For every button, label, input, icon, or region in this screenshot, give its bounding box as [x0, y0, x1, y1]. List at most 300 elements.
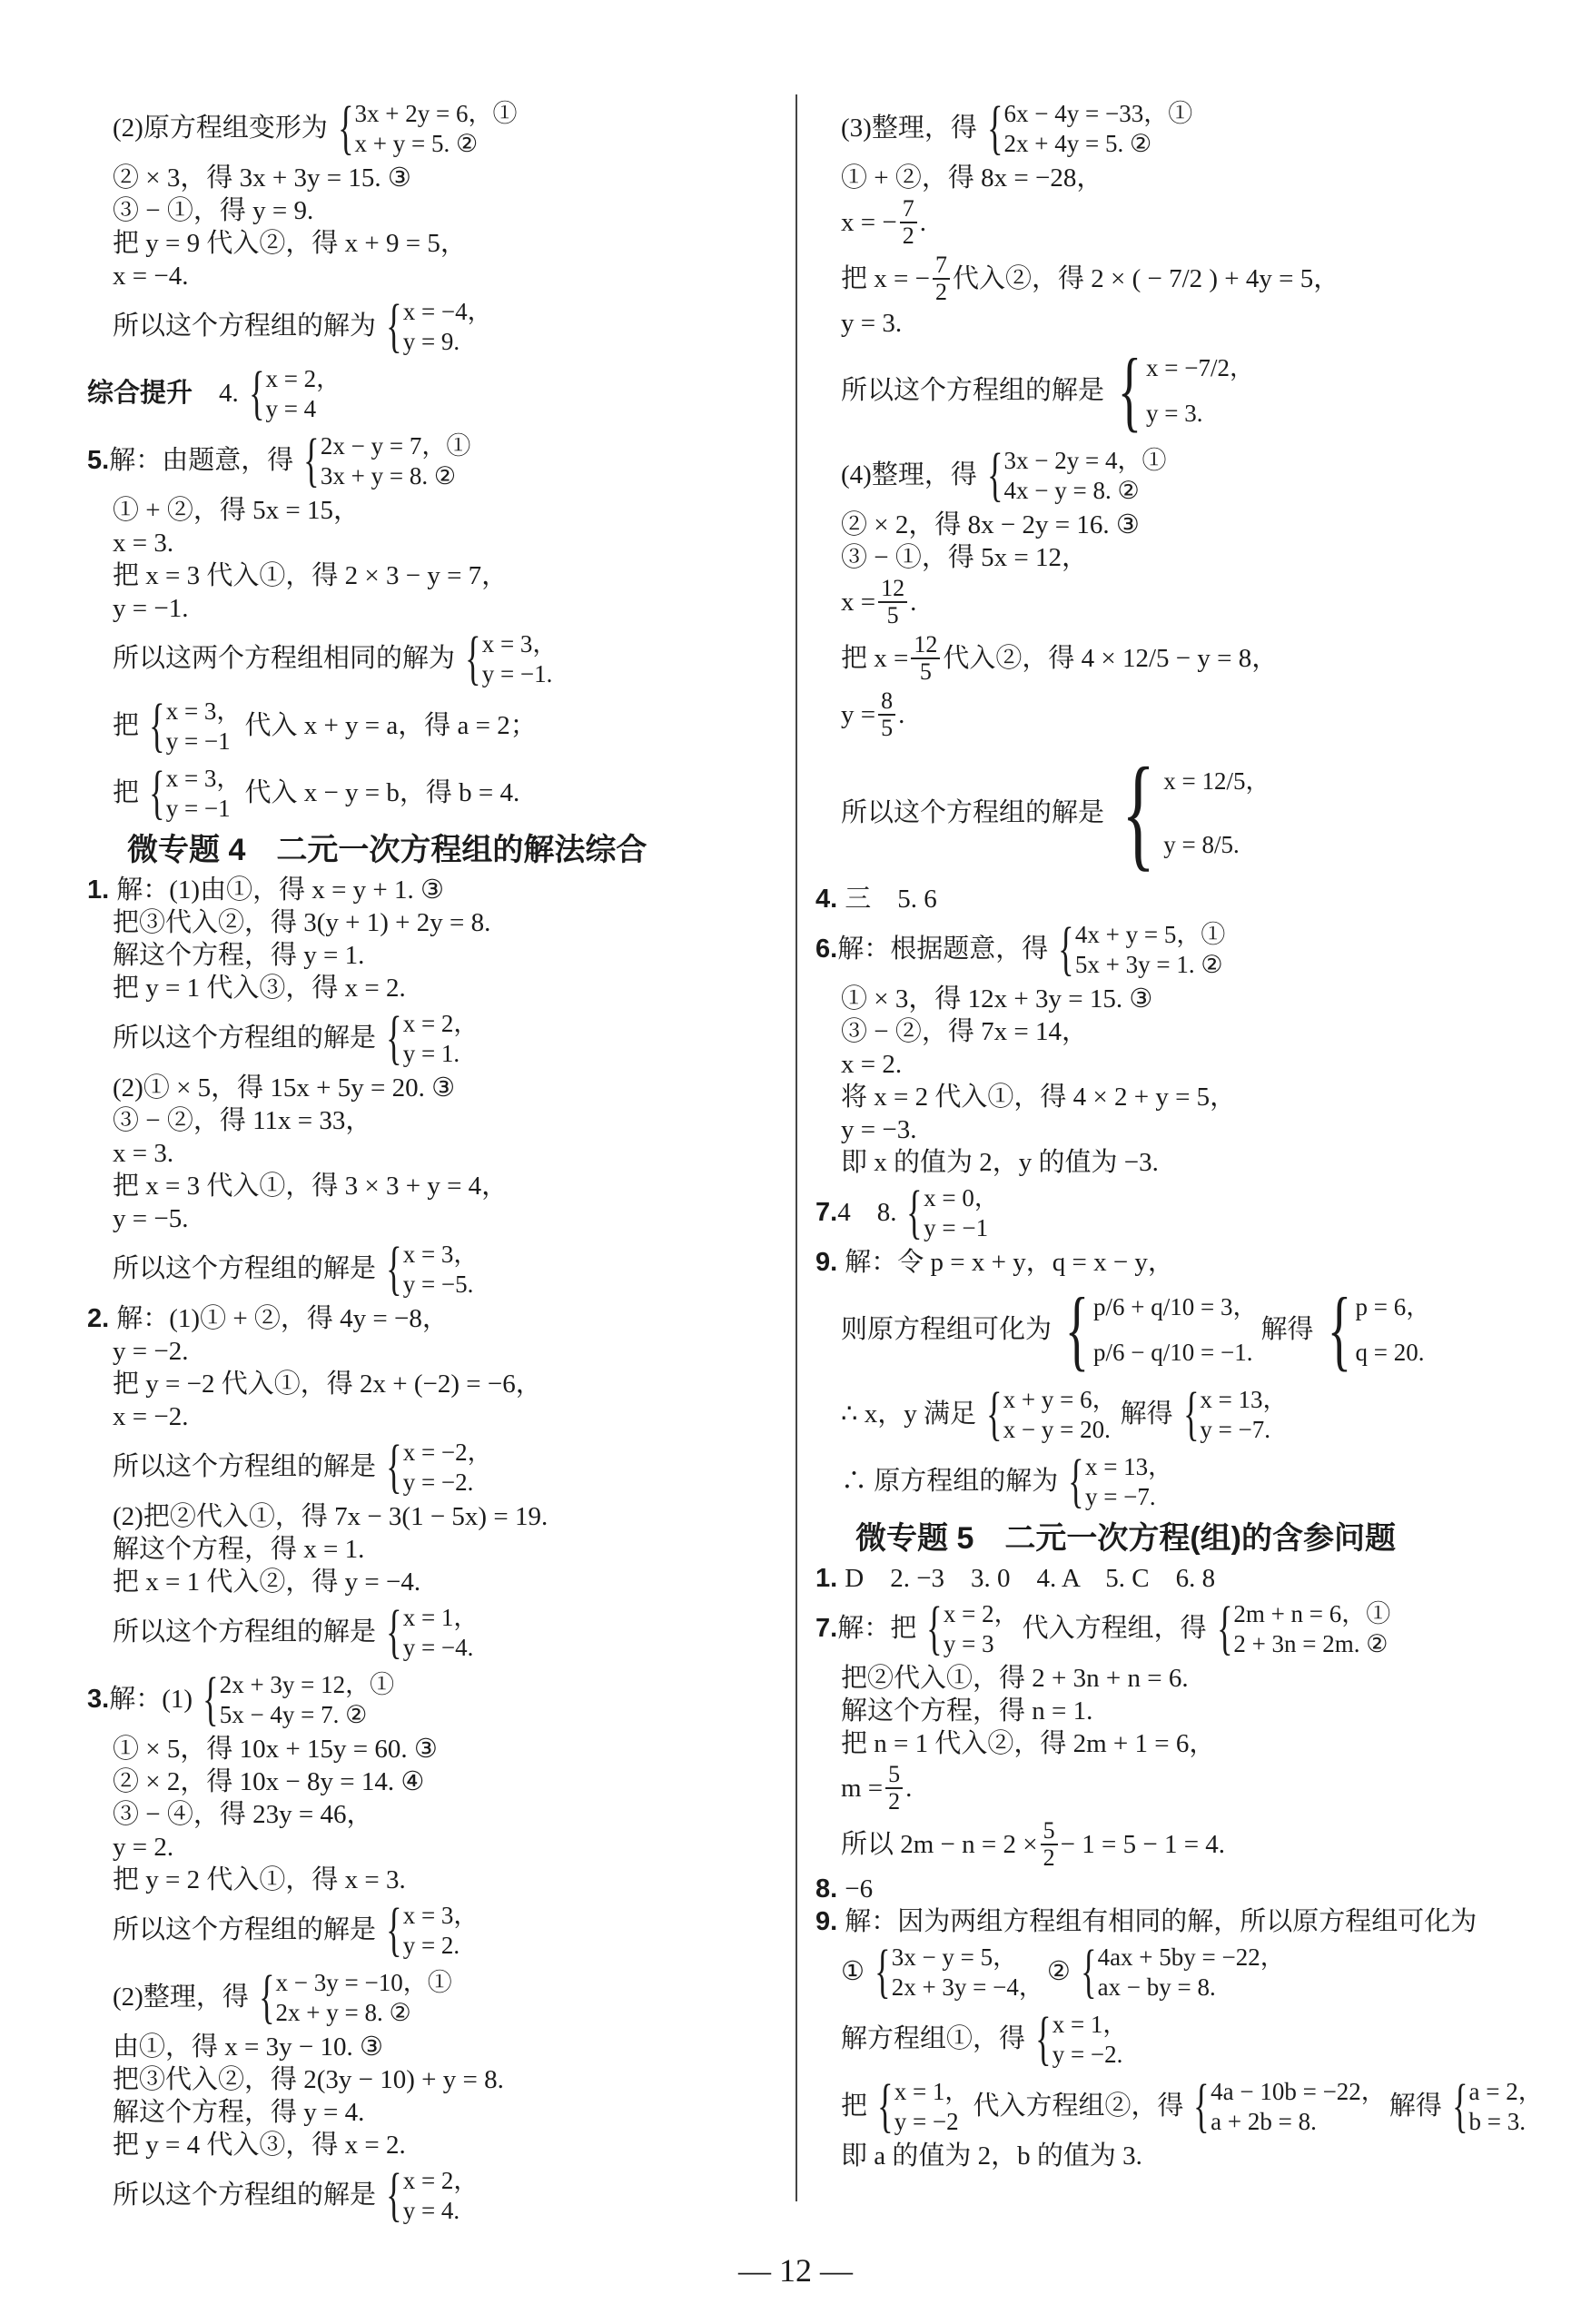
- solution-line: [87, 292, 777, 360]
- solution-line: [815, 743, 1506, 883]
- denominator: 5: [886, 602, 899, 628]
- equation-rows: [166, 763, 242, 823]
- column-divider: [796, 94, 797, 2201]
- solution-line: [87, 1666, 777, 1733]
- solution-line: [815, 509, 1506, 541]
- equation-system: [297, 427, 471, 493]
- solution-line: [87, 1500, 777, 1533]
- problem-number: 8.: [815, 1874, 845, 1904]
- equation-row: a = 2，: [1468, 2077, 1543, 2105]
- solution-line: [87, 692, 777, 759]
- solution-line: [815, 1246, 1506, 1279]
- line-text: 解这个方程，得 n = 1.: [841, 1696, 1093, 1726]
- solution-line: [87, 1137, 777, 1170]
- line-text: − 1 = 5 − 1 = 4.: [1060, 1830, 1226, 1859]
- equation-row: x = 2，: [402, 2166, 479, 2194]
- equation-row: 4x + y = 5，①: [1074, 920, 1226, 948]
- line-text: 解：把: [837, 1614, 917, 1643]
- equation-row: x + y = 5. ②: [354, 129, 479, 157]
- solution-line: [87, 1598, 777, 1666]
- solution-line: [87, 1072, 777, 1104]
- fraction: [911, 632, 940, 685]
- line-text: ① × 3，得 12x + 3y = 15. ③: [841, 984, 1153, 1014]
- brace-symbol: {: [986, 1380, 1003, 1447]
- equation-row: 5x + 3y = 1. ②: [1074, 950, 1223, 978]
- solution-line: [87, 1368, 777, 1400]
- brace-symbol: {: [1064, 1279, 1090, 1380]
- line-text: 所以这个方程组的解是: [841, 376, 1105, 405]
- denominator: 2: [888, 1788, 901, 1815]
- equation-rows: [321, 430, 470, 490]
- equation-system: [981, 441, 1167, 508]
- numerator: 12: [878, 576, 907, 603]
- equation-row: 4x − y = 8. ②: [1003, 476, 1140, 504]
- denominator: 5: [919, 658, 932, 685]
- line-text: x = −4.: [113, 262, 189, 291]
- equation-row: y = −1: [165, 727, 231, 755]
- equation-row: y = −4.: [402, 1633, 474, 1661]
- line-text: ② × 3，得 3x + 3y = 15. ③: [113, 163, 411, 193]
- brace-symbol: {: [986, 441, 1003, 508]
- equation-row: ax − by = 8.: [1097, 1973, 1216, 2001]
- equation-row: q = 20.: [1355, 1339, 1425, 1366]
- solution-line: [815, 1448, 1506, 1515]
- brace-symbol: {: [149, 692, 165, 758]
- numerator: 7: [933, 252, 950, 280]
- solution-line: [87, 427, 777, 494]
- equation-system: [380, 292, 492, 359]
- equation-row: 2x + 3y = −4，: [891, 1973, 1043, 2001]
- brace-symbol: {: [1068, 1448, 1084, 1514]
- brace-symbol: {: [1216, 1595, 1233, 1661]
- line-text: ② × 2，得 10x − 8y = 14. ④: [113, 1767, 425, 1796]
- equation-row: 2x − y = 7，①: [320, 431, 471, 460]
- brace-symbol: {: [1327, 1279, 1351, 1380]
- solution-line: [87, 2129, 777, 2161]
- equation-system: [380, 1235, 479, 1301]
- equation-rows: [1052, 2009, 1128, 2069]
- line-text: 代入方程组②，得: [973, 2092, 1184, 2121]
- solution-line: [87, 592, 777, 625]
- problem-number: 4.: [815, 885, 845, 914]
- line-text: (2)整理，得: [113, 1983, 249, 2012]
- equation-row: a + 2b = 8.: [1211, 2107, 1317, 2135]
- equation-row: y = 4: [265, 394, 317, 422]
- fraction: [878, 576, 907, 628]
- line-text: 把: [113, 778, 140, 807]
- equation-row: p/6 + q/10 = 3，: [1093, 1293, 1258, 1320]
- brace-symbol: {: [926, 1595, 943, 1661]
- fraction: [885, 1762, 903, 1815]
- equation-row: 3x − y = 5，: [891, 1943, 1018, 1971]
- equation-rows: [1075, 919, 1225, 979]
- equation-system: [1074, 1938, 1285, 2004]
- line-text: 所以这个方程组的解为: [113, 312, 377, 341]
- equation-system: [1108, 340, 1254, 440]
- equation-system: [242, 360, 341, 426]
- denominator: 2: [1043, 1844, 1055, 1871]
- solution-line: [815, 1595, 1506, 1662]
- line-text: 把②代入①，得 2 + 3n + n = 6.: [841, 1664, 1189, 1693]
- equation-system: [1211, 1595, 1391, 1661]
- solution-line: [87, 527, 777, 559]
- line-text: .: [898, 700, 905, 729]
- solution-line: [815, 1048, 1506, 1081]
- equation-system: [380, 1004, 479, 1071]
- section-heading: 微专题 5 二元一次方程(组)的含参问题: [855, 1521, 1396, 1556]
- line-text: x = 3.: [113, 1139, 174, 1168]
- line-text: y = 3.: [841, 309, 903, 338]
- solution-line: [815, 94, 1506, 162]
- solution-line: [87, 1831, 777, 1864]
- equation-row: y = 4.: [402, 2196, 460, 2224]
- equation-system: [196, 1666, 395, 1732]
- solution-line: [815, 2072, 1543, 2140]
- solution-line: [87, 1896, 777, 1963]
- solution-line: [87, 227, 777, 260]
- line-text: 解：(1)① + ②，得 4y = −8，: [116, 1304, 449, 1333]
- fraction: [878, 688, 895, 741]
- line-text: 所以这两个方程组相同的解为: [113, 644, 456, 673]
- solution-line: [87, 972, 777, 1004]
- line-text: y = −2.: [113, 1337, 189, 1366]
- numerator: 8: [878, 688, 895, 716]
- equation-rows: [403, 1437, 492, 1497]
- equation-rows: [892, 1942, 1043, 2002]
- solution-line: [87, 1864, 777, 1896]
- solution-line: [815, 1695, 1506, 1727]
- brace-symbol: {: [386, 1598, 402, 1665]
- equation-rows: [1093, 1284, 1257, 1375]
- equation-row: x = 1，: [894, 2077, 970, 2105]
- solution-line: [815, 1873, 1506, 1905]
- solution-line: [815, 162, 1506, 194]
- equation-rows: [403, 1900, 479, 1960]
- brace-symbol: {: [1193, 2072, 1211, 2139]
- solution-line: [87, 194, 777, 227]
- equation-rows: [1469, 2076, 1543, 2136]
- equation-row: 3x + 2y = 6，①: [354, 99, 518, 127]
- line-text: 把: [113, 711, 140, 740]
- solution-line: [87, 1202, 777, 1235]
- equation-system: [1108, 742, 1270, 883]
- line-text: ① + ②，得 8x = −28，: [841, 163, 1103, 193]
- solution-line: [87, 1566, 777, 1598]
- line-text: .: [910, 588, 917, 617]
- equation-row: 6x − 4y = −33，①: [1003, 99, 1193, 127]
- equation-rows: [1004, 445, 1167, 505]
- solution-line: [815, 541, 1506, 574]
- solution-line: [815, 1562, 1506, 1595]
- line-text: ① + ②，得 5x = 15，: [113, 496, 360, 525]
- brace-symbol: {: [875, 1938, 891, 2004]
- brace-symbol: {: [149, 759, 165, 826]
- equation-row: 4ax + 5by = −22，: [1097, 1943, 1285, 1971]
- line-text: 把 x = 3 代入①，得 2 × 3 − y = 7，: [113, 561, 509, 590]
- equation-row: x = 12/5，: [1163, 767, 1270, 795]
- line-text: .: [905, 1774, 913, 1803]
- solution-line: [815, 1727, 1506, 1760]
- equation-row: y = 3: [943, 1629, 994, 1657]
- solution-line: [87, 260, 777, 292]
- equation-system: [981, 94, 1193, 161]
- solution-line: [87, 94, 777, 162]
- section-heading: 微专题 4 二元一次方程组的解法综合: [127, 833, 647, 867]
- solution-line: [87, 625, 777, 692]
- line-text: 即 x 的值为 2，y 的值为 −3.: [841, 1148, 1159, 1177]
- equation-system: [1446, 2072, 1543, 2139]
- solution-line: [87, 1170, 777, 1202]
- left-column: [87, 94, 777, 2229]
- solution-line: [815, 883, 1506, 915]
- line-text: 把 y = 4 代入③，得 x = 2.: [113, 2131, 406, 2160]
- equation-system: [1177, 1380, 1288, 1447]
- line-text: (4)整理，得: [841, 460, 977, 490]
- brace-symbol: {: [986, 94, 1003, 161]
- solution-line: [87, 1335, 777, 1368]
- line-text: 代入 x + y = a，得 a = 2；: [244, 711, 537, 740]
- equation-rows: [894, 2076, 970, 2136]
- equation-row: x = 2，: [943, 1599, 1019, 1627]
- solution-line: [87, 162, 777, 194]
- solution-line: [87, 559, 777, 592]
- equation-system: [1062, 1448, 1173, 1514]
- line-text: 解：由题意，得: [109, 446, 294, 475]
- line-text: 解方程组①，得: [841, 2024, 1026, 2053]
- equation-row: 3x − 2y = 4，①: [1003, 446, 1167, 474]
- solution-line: [87, 1963, 777, 2031]
- brace-symbol: {: [386, 1433, 402, 1499]
- equation-system: [380, 2161, 479, 2228]
- line-text: (2)把②代入①，得 7x − 3(1 − 5x) = 19.: [113, 1502, 548, 1531]
- line-text: x = −: [841, 208, 897, 237]
- brace-symbol: {: [248, 360, 265, 426]
- solution-line: [815, 1113, 1506, 1146]
- denominator: 2: [902, 223, 914, 249]
- solution-line: [87, 1235, 777, 1302]
- problem-number: 1.: [815, 1564, 845, 1593]
- line-text: 把 x =: [841, 644, 909, 673]
- equation-row: y = 3.: [1146, 400, 1203, 427]
- line-text: 解这个方程，得 y = 1.: [113, 941, 365, 970]
- line-text: 解：令 p = x + y，q = x − y，: [845, 1248, 1174, 1277]
- equation-row: x = −4，: [402, 297, 492, 325]
- solution-line: [87, 1433, 777, 1500]
- equation-system: [1318, 1279, 1431, 1380]
- problem-number: 3.: [87, 1685, 110, 1714]
- equation-row: x = 13，: [1084, 1452, 1173, 1480]
- numerator: 12: [911, 632, 940, 659]
- equation-row: y = 8/5.: [1163, 831, 1240, 858]
- equation-row: x + y = 6，: [1003, 1385, 1117, 1413]
- equation-row: 2 + 3n = 2m. ②: [1233, 1629, 1388, 1657]
- line-text: −6: [845, 1874, 874, 1904]
- line-text: 所以这个方程组的解是: [113, 1254, 377, 1283]
- solution-line: [87, 1302, 777, 1335]
- fraction: [933, 252, 950, 305]
- line-text: 解得: [1388, 2092, 1442, 2121]
- solution-line: [815, 441, 1506, 509]
- line-text: y =: [841, 700, 876, 729]
- equation-row: x = 0，: [924, 1183, 999, 1211]
- line-text: y = 2.: [113, 1833, 174, 1862]
- equation-system: [252, 1963, 452, 2030]
- line-text: ① × 5，得 10x + 15y = 60. ③: [113, 1735, 438, 1764]
- equation-rows: [482, 628, 558, 688]
- equation-rows: [1233, 1598, 1390, 1658]
- equation-row: 5x − 4y = 7. ②: [219, 1700, 368, 1728]
- equation-row: x = 2，: [265, 364, 341, 392]
- line-text: 把: [841, 2092, 868, 2121]
- line-text: D 2. −3 3. 0 4. A 5. C 6. 8: [845, 1564, 1216, 1593]
- solution-line: [815, 1938, 1506, 2005]
- solution-line: [87, 360, 777, 427]
- equation-rows: [403, 1239, 479, 1299]
- line-text: 解这个方程，得 x = 1.: [113, 1535, 365, 1564]
- solution-line: [815, 251, 1506, 307]
- line-text: 把 x = −: [841, 264, 930, 293]
- right-column: [815, 94, 1543, 2172]
- line-text: ③ − ④，得 23y = 46，: [113, 1800, 373, 1829]
- equation-rows: [166, 696, 242, 756]
- equation-system: [459, 625, 558, 691]
- equation-system: [900, 1179, 999, 1245]
- solution-line: [87, 1765, 777, 1798]
- line-text: x = 2.: [841, 1050, 903, 1079]
- equation-row: x = 3，: [402, 1240, 479, 1268]
- equation-row: x = 3，: [402, 1901, 479, 1929]
- numerator: 7: [900, 196, 917, 223]
- line-text: ②: [1046, 1957, 1071, 1986]
- equation-row: y = 9.: [402, 327, 460, 355]
- line-text: 即 a 的值为 2，b 的值为 3.: [841, 2141, 1142, 2171]
- solution-line: [87, 939, 777, 972]
- solution-line: [815, 1015, 1506, 1048]
- equation-row: 4a − 10b = −22，: [1211, 2077, 1386, 2105]
- line-text: 把 y = 9 代入②，得 x + 9 = 5，: [113, 229, 467, 258]
- solution-line: [87, 1533, 777, 1566]
- brace-symbol: {: [303, 427, 320, 493]
- line-text: 把 x = 1 代入②，得 y = −4.: [113, 1567, 421, 1597]
- problem-number: 7.: [815, 1614, 838, 1643]
- equation-row: x = 3，: [165, 697, 242, 725]
- brace-symbol: {: [1451, 2072, 1468, 2139]
- solution-line: [815, 574, 1506, 630]
- equation-rows: [265, 363, 341, 423]
- line-text: ①: [841, 1957, 865, 1986]
- line-text: 代入 x − y = b，得 b = 4.: [244, 778, 520, 807]
- brace-symbol: {: [1182, 1380, 1200, 1447]
- equation-row: 2x + y = 8. ②: [275, 1998, 411, 2026]
- line-text: ③ − ②，得 7x = 14，: [841, 1017, 1088, 1046]
- line-text: 则原方程组可化为: [841, 1315, 1052, 1344]
- equation-row: x = 1，: [402, 1603, 479, 1631]
- line-text: 解：(1): [109, 1685, 193, 1714]
- line-text: 解得: [1260, 1315, 1314, 1344]
- equation-row: y = −2: [894, 2107, 959, 2135]
- solution-line: [815, 194, 1506, 251]
- equation-row: x = 3，: [165, 764, 242, 792]
- line-text: ② × 2，得 8x − 2y = 16. ③: [841, 510, 1140, 539]
- equation-rows: [355, 98, 518, 158]
- line-text: 解：根据题意，得: [837, 935, 1049, 964]
- equation-rows: [1085, 1451, 1172, 1511]
- line-text: ③ − ②，得 11x = 33，: [113, 1106, 372, 1135]
- equation-rows: [944, 1598, 1019, 1658]
- solution-line: [815, 1279, 1506, 1380]
- solution-line: [87, 874, 777, 906]
- equation-system: [1055, 1279, 1258, 1380]
- line-text: x =: [841, 588, 876, 617]
- line-text: 由①，得 x = 3y − 10. ③: [113, 2032, 383, 2062]
- solution-line: [815, 915, 1506, 983]
- solution-line: [815, 1146, 1506, 1179]
- line-text: (2)① × 5，得 15x + 5y = 20. ③: [113, 1073, 456, 1103]
- solution-line: [87, 1104, 777, 1137]
- solution-line: [815, 1380, 1506, 1448]
- solution-line: [815, 630, 1506, 687]
- solution-line: [815, 1662, 1506, 1695]
- equation-row: 2x + 3y = 12，①: [219, 1670, 395, 1698]
- equation-system: [1029, 2005, 1128, 2072]
- equation-row: b = 3.: [1468, 2107, 1526, 2135]
- line-text: ∴ x，y 满足: [841, 1399, 976, 1429]
- line-text: 解这个方程，得 y = 4.: [113, 2098, 365, 2127]
- equation-row: x − y = 20.: [1003, 1415, 1111, 1443]
- line-text: y = −5.: [113, 1204, 189, 1233]
- section-tag: 综合提升: [87, 379, 220, 408]
- equation-row: x = 3，: [481, 629, 558, 658]
- brace-symbol: {: [1035, 2005, 1052, 2072]
- solution-line: [87, 1004, 777, 1072]
- equation-rows: [1004, 98, 1193, 158]
- solution-line: [87, 906, 777, 939]
- equation-system: [920, 1595, 1019, 1661]
- line-text: (3)整理，得: [841, 114, 977, 143]
- solution-line: [815, 340, 1506, 441]
- equation-rows: [924, 1182, 999, 1242]
- equation-rows: [1356, 1284, 1431, 1375]
- equation-system: [331, 94, 518, 161]
- solution-line: [815, 1816, 1506, 1873]
- equation-system: [1187, 2072, 1386, 2139]
- brace-symbol: {: [906, 1179, 924, 1245]
- equation-system: [868, 1938, 1043, 2004]
- fraction: [1041, 1818, 1058, 1871]
- equation-row: y = −2.: [1052, 2040, 1123, 2068]
- problem-number: 9.: [815, 1907, 845, 1936]
- line-text: 所以这个方程组的解是: [113, 1915, 377, 1944]
- equation-rows: [220, 1669, 394, 1729]
- line-text: 4.: [219, 379, 239, 408]
- solution-line: [815, 1179, 1506, 1246]
- brace-symbol: {: [203, 1666, 219, 1732]
- equation-row: p = 6，: [1355, 1293, 1431, 1320]
- line-text: 所以这个方程组的解是: [113, 1452, 377, 1481]
- solution-line: [87, 1798, 777, 1831]
- equation-row: x = 13，: [1200, 1385, 1288, 1413]
- equation-rows: [1146, 345, 1254, 436]
- line-text: 将 x = 2 代入①，得 4 × 2 + y = 5，: [841, 1083, 1237, 1112]
- equation-system: [980, 1380, 1117, 1447]
- solution-line: [87, 759, 777, 826]
- brace-symbol: {: [386, 2161, 402, 2228]
- line-text: 把 y = −2 代入①，得 2x + (−2) = −6，: [113, 1370, 542, 1399]
- numerator: 5: [885, 1762, 903, 1789]
- denominator: 5: [881, 715, 894, 741]
- equation-row: y = −2.: [402, 1468, 474, 1496]
- equation-row: y = −7.: [1084, 1482, 1156, 1510]
